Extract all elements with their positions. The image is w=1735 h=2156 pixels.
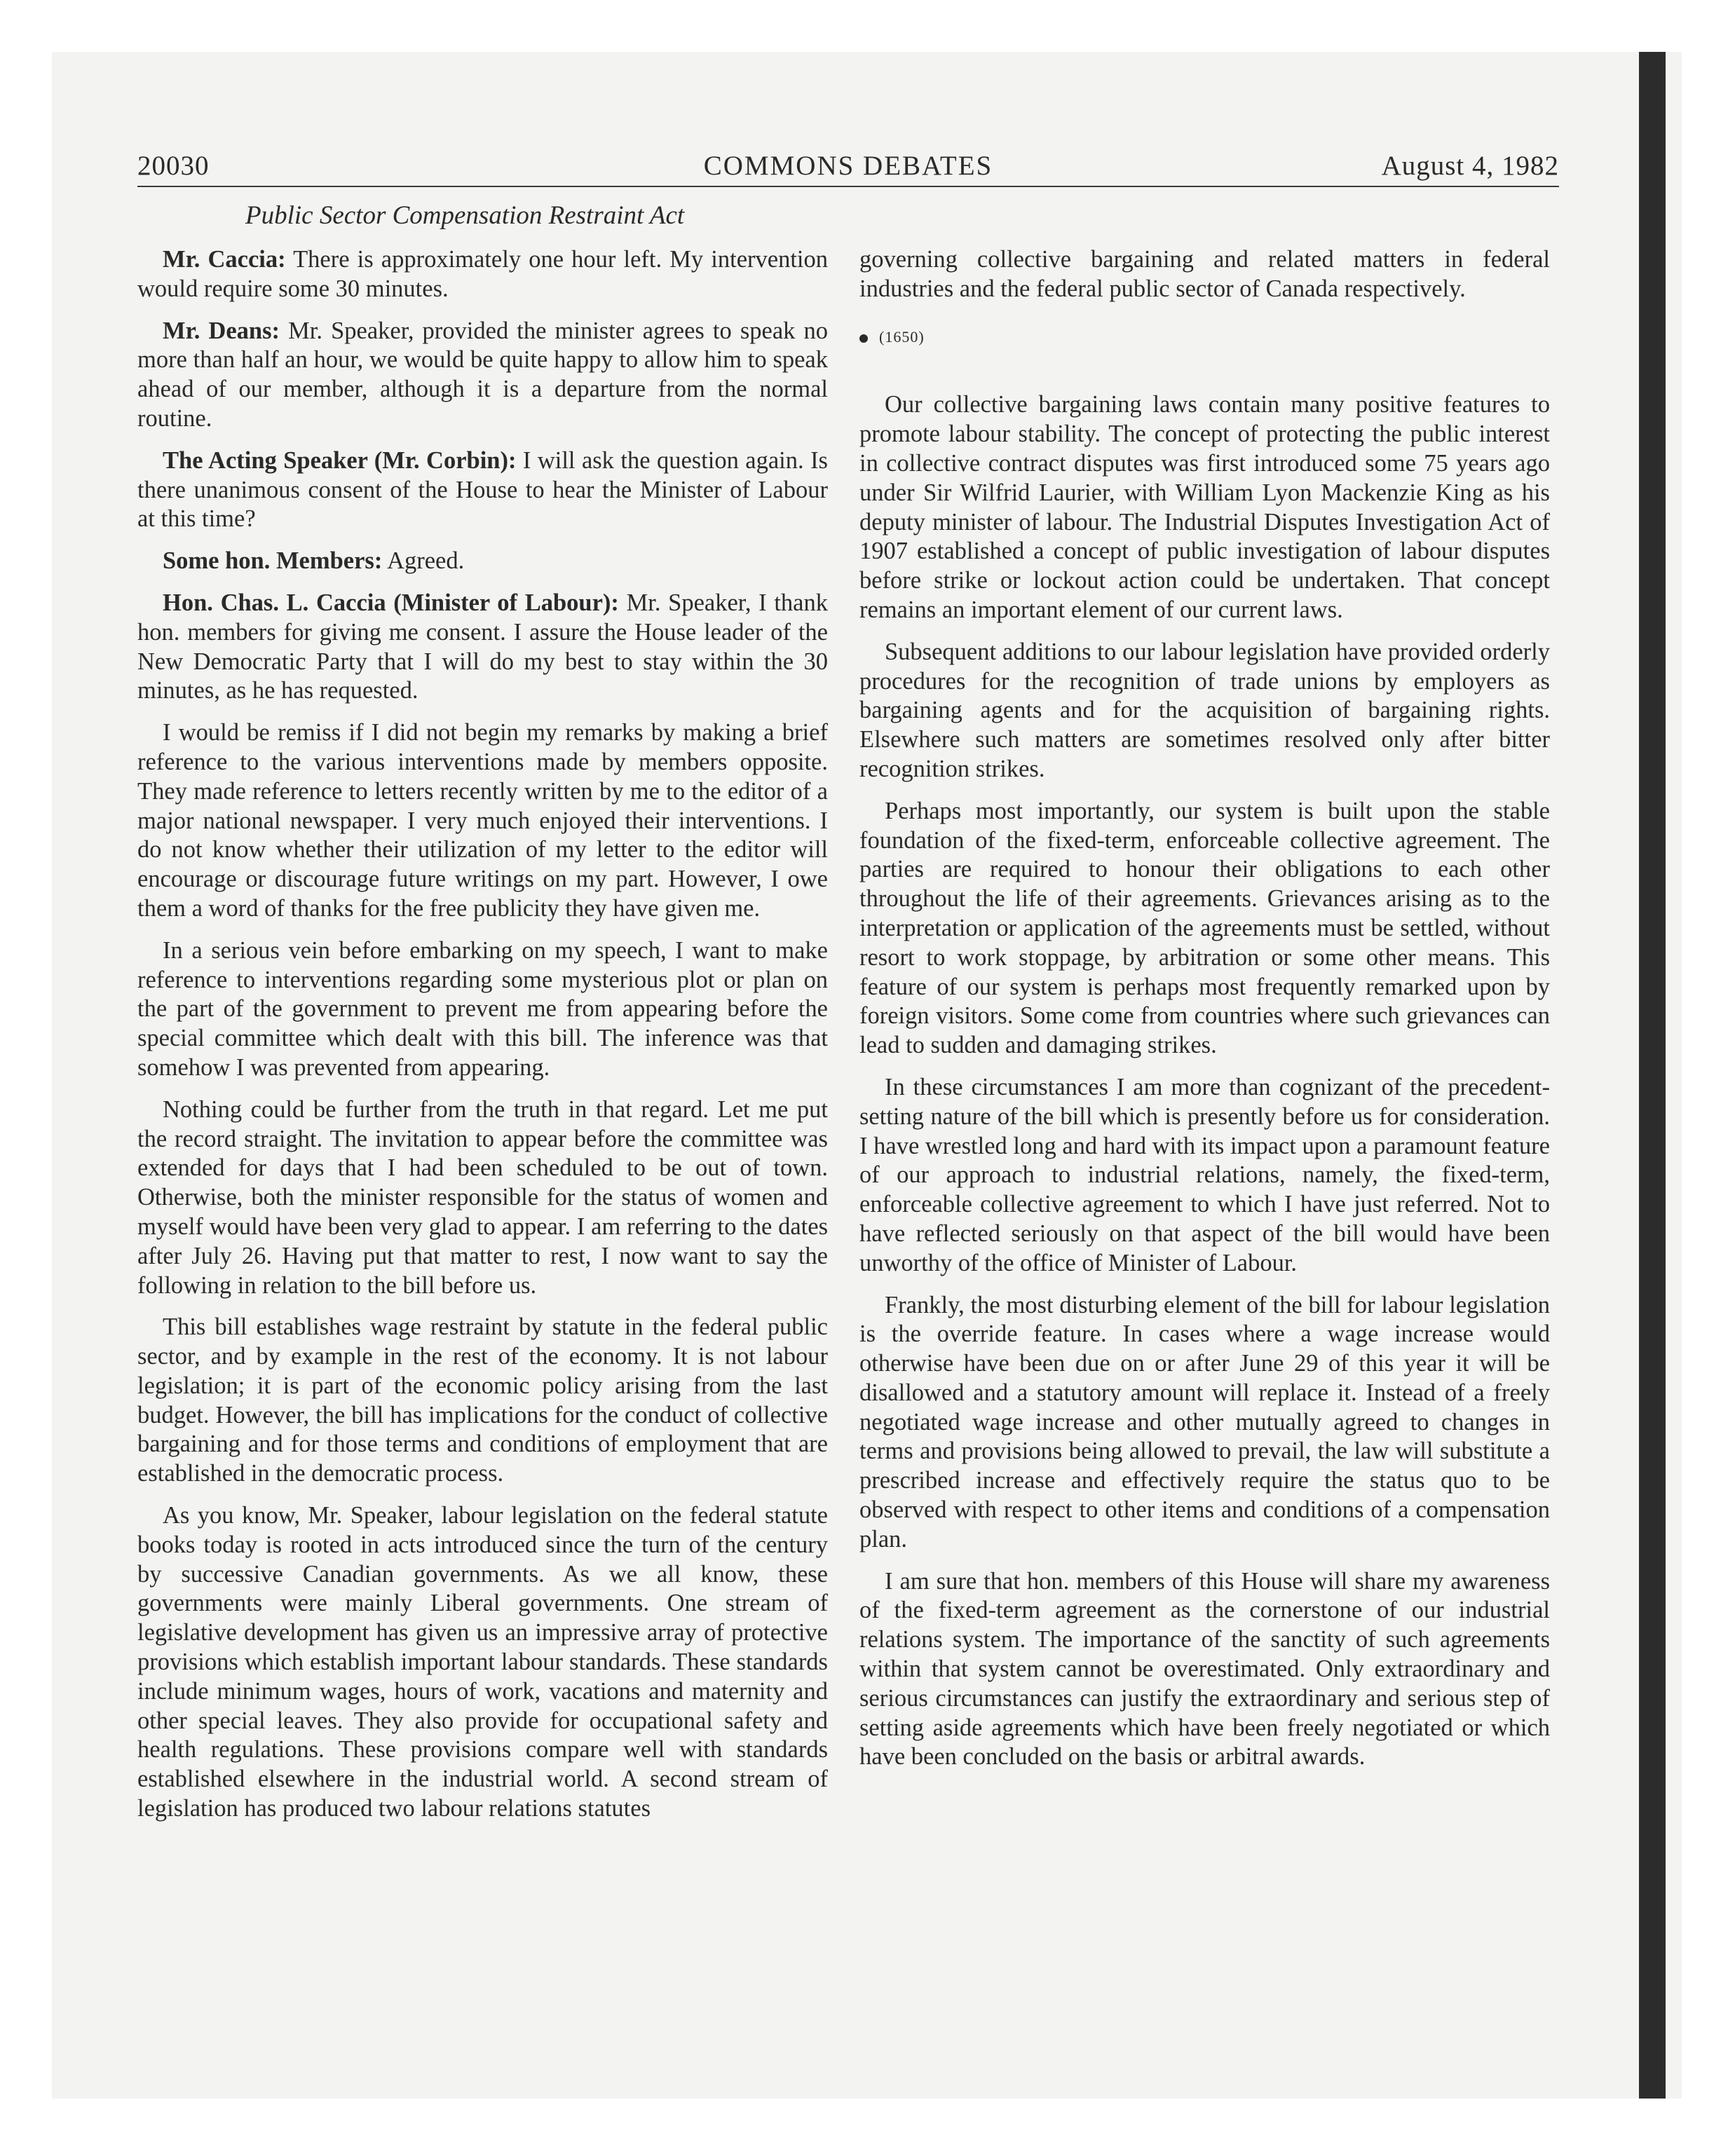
paragraph-text: This bill establishes wage restraint by statute in the federal public sector, and by example in the rest of the economy. It is not labour legislation; it is part of the economic policy arising from the last budget. However, the bill has implications for the conduct of collective bargaining and for those terms and conditions of employment that are established in the democratic process. — [137, 1314, 828, 1487]
paragraph-text: Mr. Speaker, provided the minister agrees to speak no more than half an hour, we would be quite happy to allow him to speak ahead of our member, although it is a departure from the normal routine. — [137, 317, 828, 432]
paragraph — [137, 446, 828, 534]
speaker-name: Some hon. Members: — [163, 547, 383, 575]
paragraph: Frankly, the most disturbing element of the bill for labour legislation is the override feature. In cases where a wage increase would otherwise have been due on or after June 29 of this year it will be disallowed and a statutory amount will replace it. Instead of a freely negotiated wage increase and other mutually agreed to changes in terms and provisions being allowed to prevail, the law will substitute a prescribed increase and effectively require the status quo to be observed with respect to other items and conditions of a compensation plan. — [859, 1291, 1550, 1553]
scan-edge-bar — [1639, 52, 1666, 2099]
paragraph: I am sure that hon. members of this House will share my awareness of the fixed-term agreement as the cornerstone of our industrial relations system. The importance of the sanctity of such agreements within that system cannot be overestimated. Only extraordinary and serious circumstances can justify the extraordinary and serious step of setting aside agreements which have been freely negotiated or which have been concluded on the basis or arbitral awards. — [859, 1567, 1550, 1770]
paragraph-text: Agreed. — [382, 547, 465, 575]
right-column — [859, 245, 1550, 1785]
paragraph — [137, 547, 828, 576]
left-column — [137, 245, 828, 1836]
paragraph-text: Nothing could be further from the truth in that regard. Let me put the record straight. The invitation to appear before the committee was extended for days that I had been scheduled to be out of town. Otherwise, both the minister responsible for the status of women and myself would have been very glad to appear. I am referring to the dates after July 26. Having put that matter to rest, I now want to say the following in relation to the bill before us. — [137, 1096, 828, 1299]
paragraph — [137, 245, 828, 304]
speaker-name: Mr. Deans: — [163, 317, 280, 344]
paragraph-text: In a serious vein before embarking on my speech, I want to make reference to interventions regarding some mysterious plot or plan on the part of the government to prevent me from appearing before the special committee which dealt with this bill. The inference was that somehow I was prevented from appearing. — [137, 936, 828, 1081]
page-header — [137, 150, 1559, 185]
paragraph-text: As you know, Mr. Speaker, labour legislation on the federal statute books today is rooted in acts introduced since the turn of the century by successive Canadian governments. As we all know, these governments were mainly Liberal governments. One stream of legislative development has given us an impressive array of protective provisions which establish important labour standards. These standards include minimum wages, hours of work, vacations and maternity and other special leaves. They also provide for occupational safety and health regulations. These provisions compare well with standards established elsewhere in the industrial world. A second stream of legislation has produced two labour relations statutes — [137, 1502, 828, 1822]
paragraph — [137, 936, 828, 1083]
time-marker-text: (1650) — [879, 327, 925, 346]
time-marker — [859, 322, 1550, 352]
paragraph: Perhaps most importantly, our system is built upon the stable foundation of the fixed-term, enforceable collective agreement. The parties are required to honour their obligations to each other throughout the life of their agreements. Grievances arising as to the interpretation or application of the agreements must be settled, without resort to work stoppage, by arbitration or some other means. This feature of our system is perhaps most frequently remarked upon by foreign visitors. Some come from countries where such grievances can lead to sudden and damaging strikes. — [859, 797, 1550, 1059]
paragraph — [137, 1096, 828, 1301]
paragraph — [137, 718, 828, 924]
paragraph-text: Mr. Speaker, I thank hon. members for giving me consent. I assure the House leader of the New Democratic Party that I will do my best to stay within the 30 minutes, as he has requested. — [137, 589, 828, 704]
speaker-name: Hon. Chas. L. Caccia (Minister of Labour): — [163, 589, 619, 616]
publication-title: COMMONS DEBATES — [703, 151, 993, 181]
speaker-name: The Acting Speaker (Mr. Corbin): — [163, 446, 517, 474]
paragraph — [137, 1501, 828, 1824]
paragraph — [137, 589, 828, 706]
page-number: 20030 — [137, 151, 210, 181]
paragraph: In these circumstances I am more than cognizant of the precedent-setting nature of the bill which is presently before us for consideration. I have wrestled long and hard with its impact upon a paramount feature of our approach to industrial relations, namely, the fixed-term, enforceable collective agreement to which I have just referred. Not to have reflected seriously on that aspect of the bill would have been unworthy of the office of Minister of Labour. — [859, 1073, 1550, 1276]
paragraph-text: There is approximately one hour left. My intervention would require some 30 minutes. — [137, 246, 828, 302]
paragraph: Subsequent additions to our labour legislation have provided orderly procedures for the recognition of trade unions by employers as bargaining agents and for the acquisition of bargaining rights. Elsewhere such matters are sometimes resolved only after bitter recognition strikes. — [859, 638, 1550, 782]
running-head: Public Sector Compensation Restraint Act — [245, 201, 685, 230]
paragraph: Our collective bargaining laws contain many positive features to promote labour stability. The concept of protecting the public interest in collective contract disputes was first introduced some 75 years ago under Sir Wilfrid Laurier, with William Lyon Mackenzie King as his deputy minister of labour. The Industrial Disputes Investigation Act of 1907 established a concept of public investigation of labour disputes before strike or lockout action could be undertaken. That concept remains an important element of our current laws. — [859, 391, 1550, 623]
continued-paragraph: governing collective bargaining and related matters in federal industries and the federal public sector of Canada respectively. — [859, 246, 1550, 302]
speaker-name: Mr. Caccia: — [163, 246, 286, 273]
paragraph-text: I would be remiss if I did not begin my remarks by making a brief reference to the various interventions made by members opposite. They made reference to letters recently written by me to the editor of a major national newspaper. I very much enjoyed their interventions. I do not know whether their utilization of my letter to the editor will encourage or discourage future writings on my part. However, I owe them a word of thanks for the free publicity they have given me. — [137, 719, 828, 922]
header-rule — [137, 186, 1559, 187]
bullet-icon — [859, 334, 868, 343]
paragraph-text: I will ask the question again. Is there unanimous consent of the House to hear the Minister of Labour at this time? — [137, 446, 828, 533]
debate-date: August 4, 1982 — [1381, 151, 1559, 181]
paragraph — [137, 1313, 828, 1489]
paragraph — [137, 317, 828, 434]
